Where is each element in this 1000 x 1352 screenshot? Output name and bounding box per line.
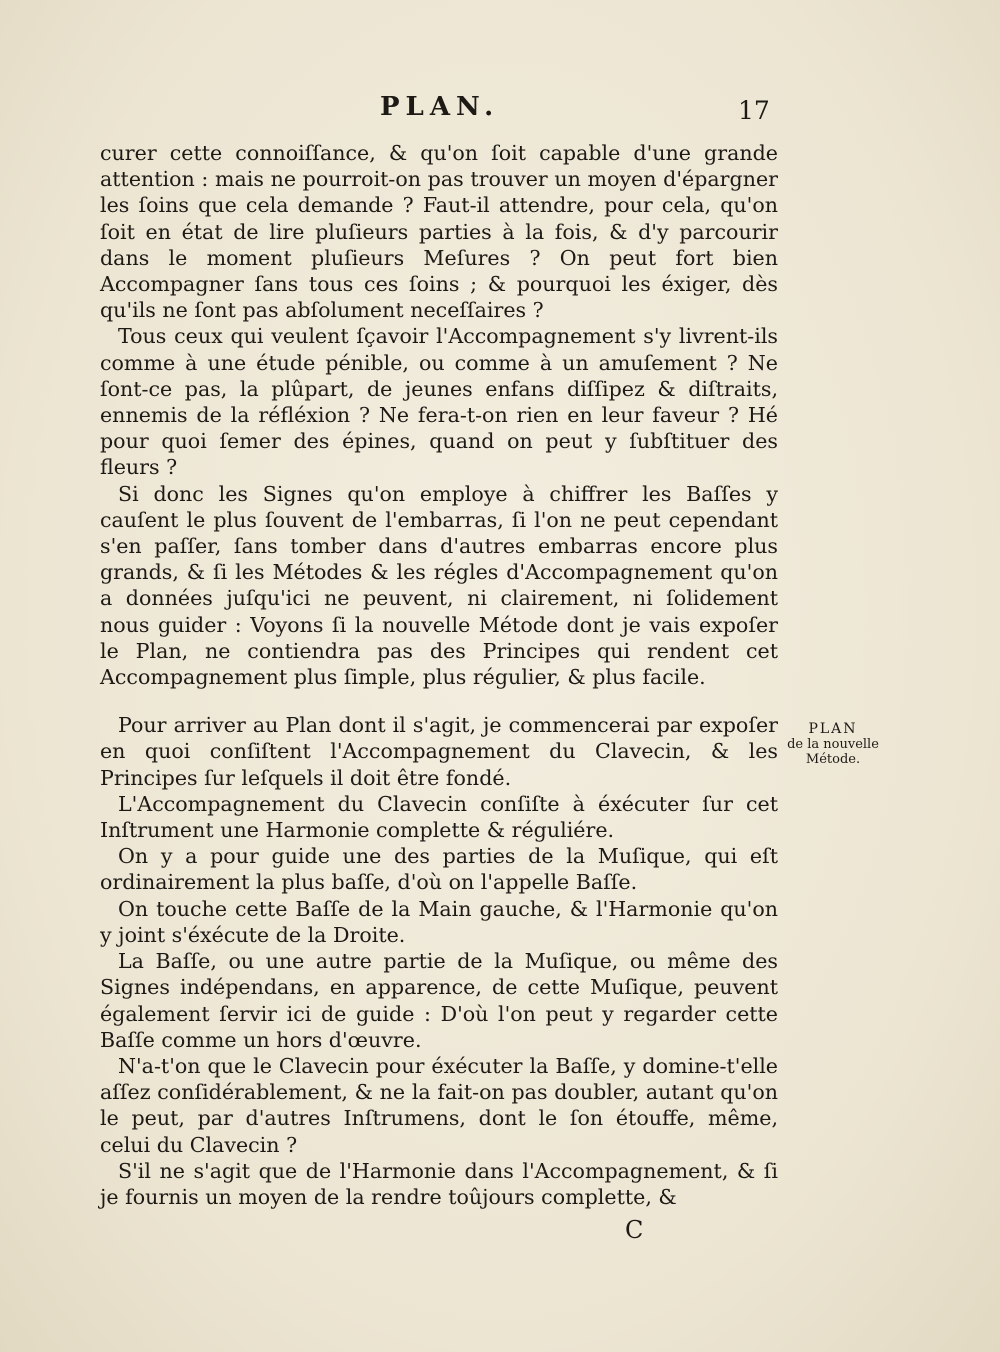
paragraph-7: On touche cette Baſſe de la Main gauche, & l'Harmonie qu'on y joint s'éxécute de la Droite. bbox=[100, 896, 778, 947]
catchword: C bbox=[625, 1216, 644, 1244]
margin-note-line-2: de la nouvelle bbox=[787, 737, 879, 752]
margin-note bbox=[778, 722, 888, 767]
paragraph-5: L'Accompagnement du Clavecin conſiſte à éxécuter ſur cet Inſtrument une Harmonie complette & réguliére. bbox=[100, 791, 778, 843]
margin-note-title: PLAN bbox=[808, 721, 858, 737]
paragraph-8: La Baſſe, ou une autre partie de la Muſique, ou même des Signes indépendans, en apparence, de cette Muſique, peuvent également ſervir ici de guide : D'où l'on peut y regarder cette Baſſe comme un hors d'œuvre. bbox=[100, 949, 778, 1052]
paragraph-4: Pour arriver au Plan dont il s'agit, je commencerai par expoſer en quoi conſiſtent l'Accompagnement du Clavecin, & les Principes ſur leſquels il doit être fondé. bbox=[100, 713, 778, 790]
margin-note-line-3: Métode. bbox=[805, 752, 861, 767]
body-text bbox=[100, 140, 778, 1210]
paragraph-2: Tous ceux qui veulent ſçavoir l'Accompagnement s'y livrent-ils comme à une étude pénible, ou comme à un amuſement ? Ne ſont-ce pas, la plûpart, de jeunes enfans diſſipez & diſtraits, ennemis de la réfléxion ? Ne fera-t-on rien en leur faveur ? Hé pour quoi ſemer des épines, quand on peut y ſubſtituer des fleurs ? bbox=[100, 324, 778, 480]
page-number: 17 bbox=[738, 96, 770, 125]
paragraph-9: N'a-t'on que le Clavecin pour éxécuter la Baſſe, y domine-t'elle aſſez conſidérablement, & ne la fait-on pas doubler, autant qu'on le peut, par d'autres Inſtrumens, dont le ſon étouffe, même, celui du Clavecin ? bbox=[100, 1053, 778, 1157]
paragraph-1: curer cette connoiſſance, & qu'on ſoit capable d'une grande attention : mais ne pourroit-on pas trouver un moyen d'épargner les ſoins que cela demande ? Faut-il attendre, pour cela, qu'on ſoit en état de lire pluſieurs parties à la fois, & d'y parcourir dans le moment pluſieurs Meſures ? On peut fort bien Accompagner ſans tous ces ſoins ; & pourquoi les éxiger, dès qu'ils ne ſont pas abſolument neceſſaires ? bbox=[100, 141, 778, 323]
paragraph-3: Si donc les Signes qu'on employe à chiffrer les Baſſes y cauſent le plus ſouvent de l'embarras, ſi l'on ne peut cependant s'en paſſer, ſans tomber dans d'autres embarras encore plus grands, & ſi les Métodes & les régles d'Accompagnement qu'on a données juſqu'ici ne peuvent, ni clairement, ni ſolidement nous guider : Voyons ſi la nouvelle Métode dont je vais expoſer le Plan, ne contiendra pas des Principes qui rendent cet Accompagnement plus ſimple, plus régulier, & plus facile. bbox=[100, 481, 778, 690]
running-head: PLAN. bbox=[380, 92, 500, 122]
paragraph-10: S'il ne s'agit que de l'Harmonie dans l'Accompagnement, & ſi je fournis un moyen de la rendre toûjours complette, & bbox=[100, 1158, 778, 1209]
paragraph-6: On y a pour guide une des parties de la Muſique, qui eſt ordinairement la plus baſſe, d'où on l'appelle Baſſe. bbox=[100, 844, 778, 895]
